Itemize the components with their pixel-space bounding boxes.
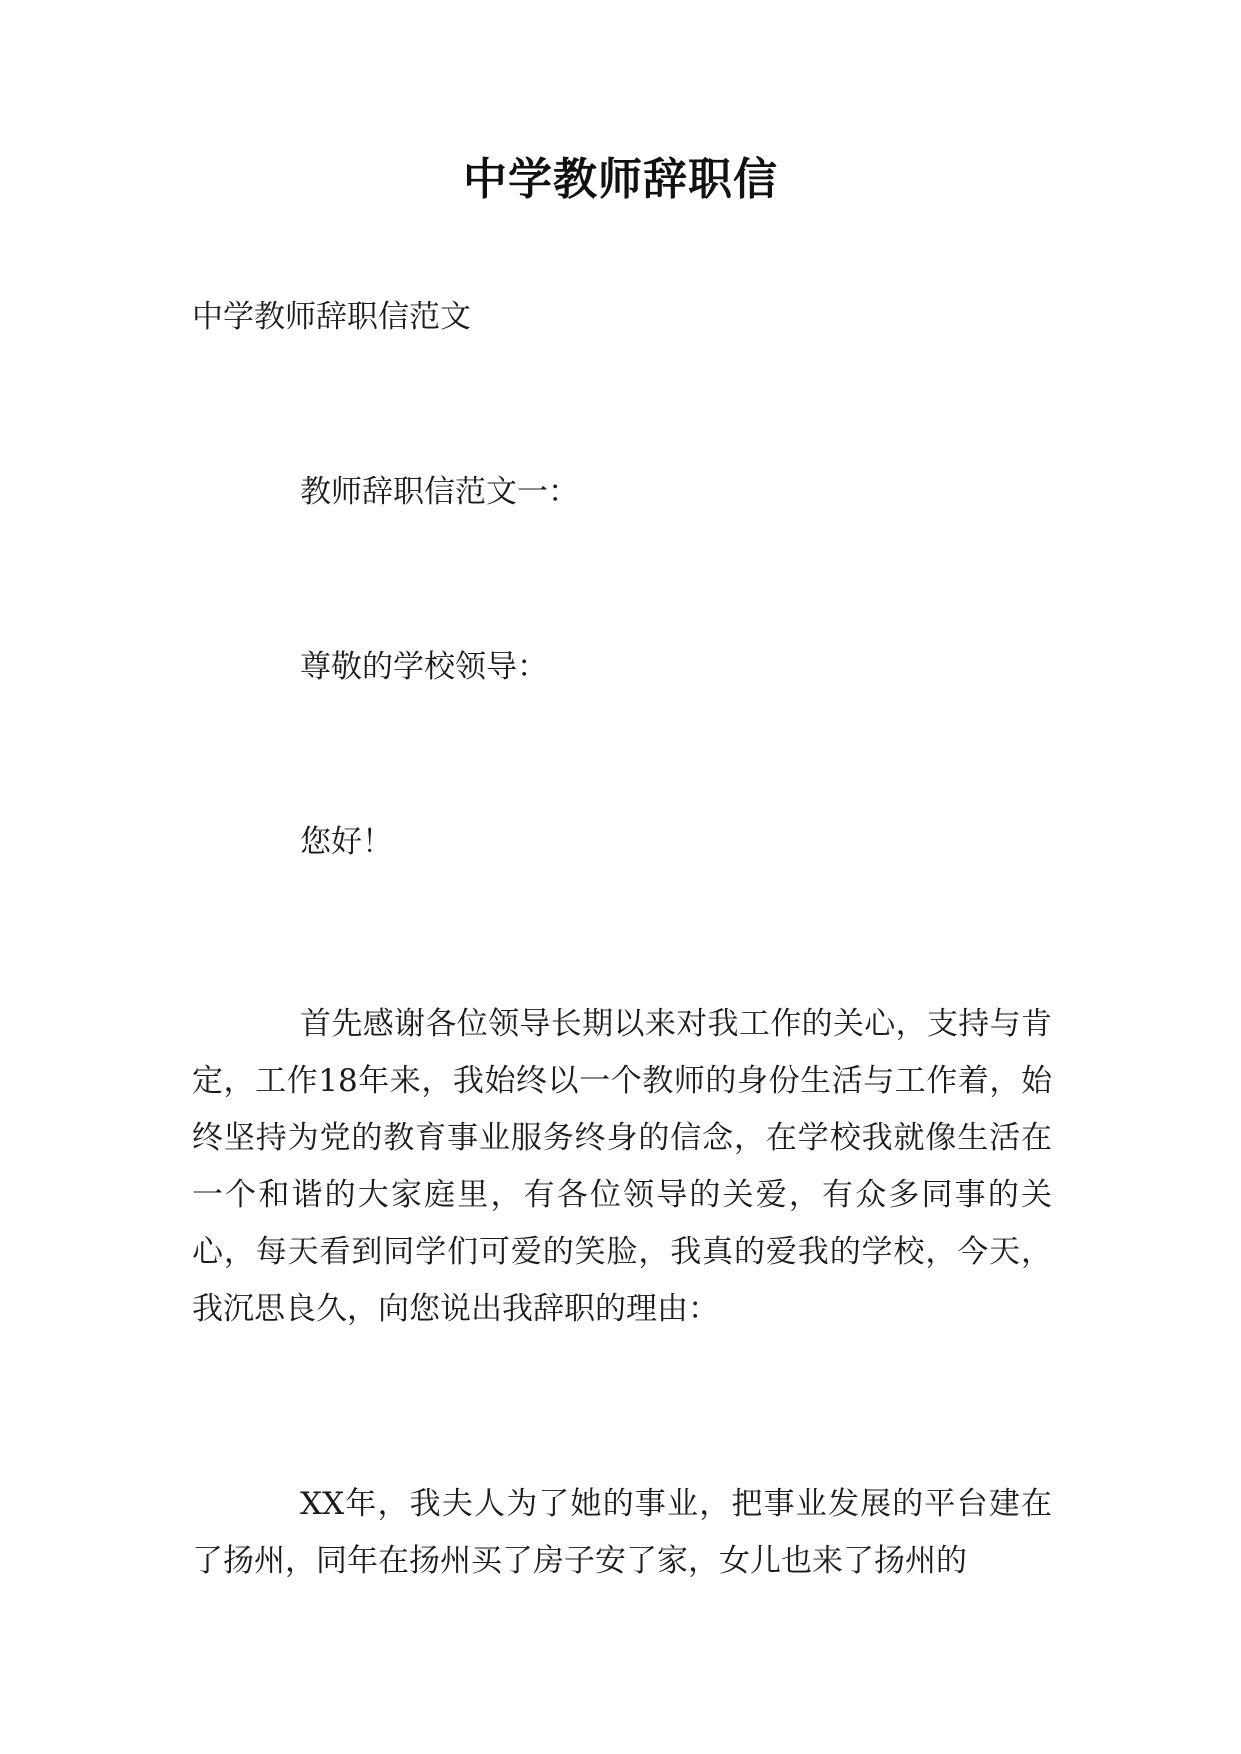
section-heading: 教师辞职信范文一： xyxy=(300,474,579,510)
document-title: 中学教师辞职信 xyxy=(463,154,778,205)
body-paragraph-1: 首先感谢各位领导长期以来对我工作的关心，支持与肯定，工作18年来，我始终以一个教师的身份生活与工作着，始终坚持为党的教育事业服务终身的信念，在学校我就像生活在一个和谐的大家庭里，有各位领导的关爱，有众多同事的关心，每天看到同学们可爱的笑脸，我真的爱我的学校，今天，我沉思良久，向您说出我辞职的理由： xyxy=(192,1006,1052,1327)
salutation: 尊敬的学校领导： xyxy=(300,649,548,685)
document-subtitle: 中学教师辞职信范文 xyxy=(192,299,471,335)
body-paragraph-2: XX年，我夫人为了她的事业，把事业发展的平台建在了扬州，同年在扬州买了房子安了家，女儿也来了扬州的 xyxy=(192,1486,1052,1579)
greeting: 您好！ xyxy=(300,824,393,860)
